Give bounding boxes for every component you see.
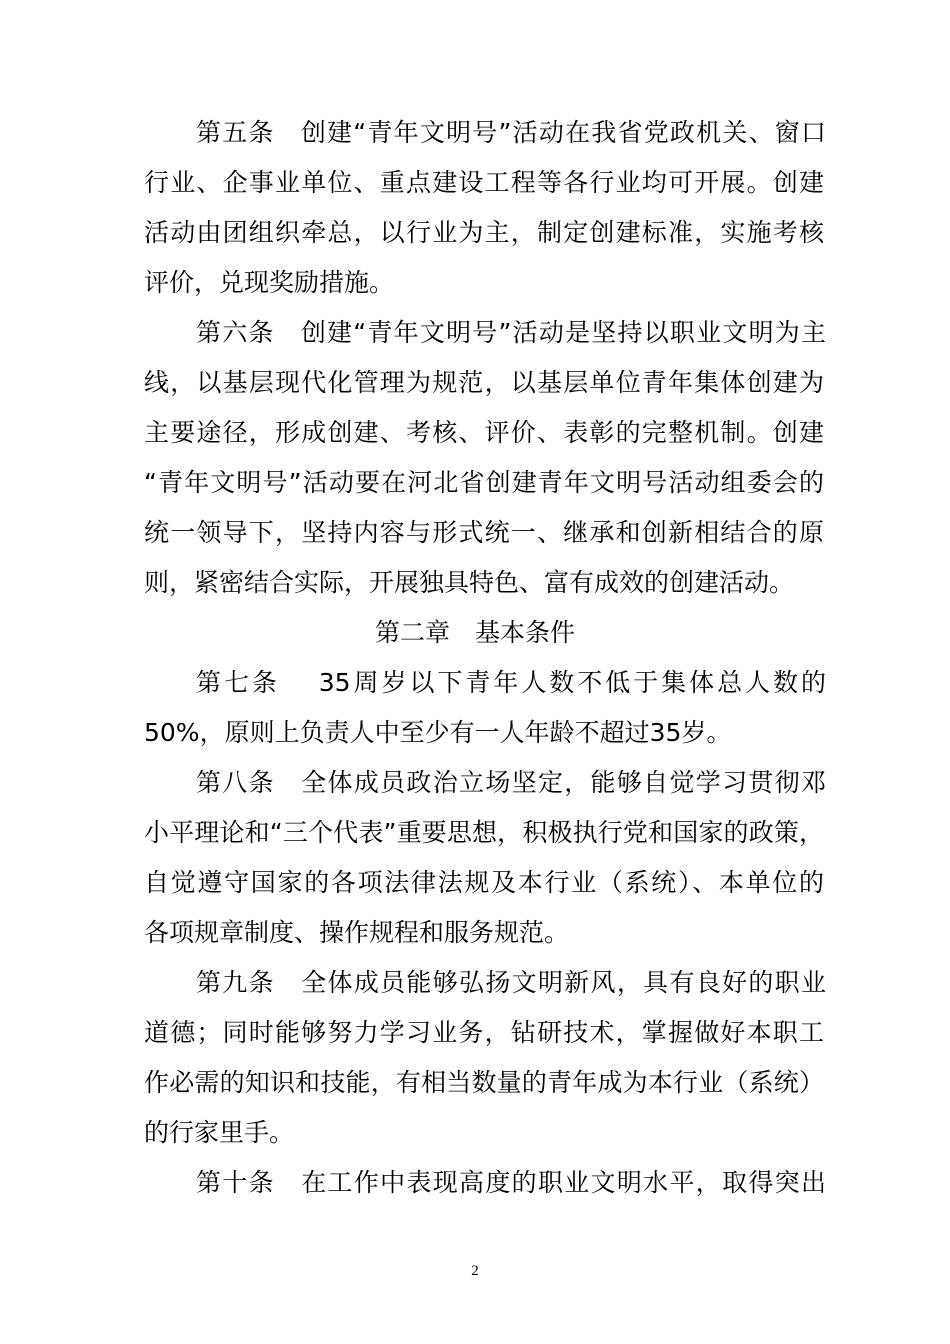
- paragraph-article-10-line-1: 第十条 在工作中表现高度的职业文明水平，取得突出: [196, 1168, 826, 1197]
- page-number: 2: [471, 1263, 479, 1279]
- paragraph-article-8-line-1: 第八条 全体成员政治立场坚定，能够自觉学习贯彻邓: [196, 768, 826, 797]
- paragraph-article-6-line-1: 第六条 创建“青年文明号”活动是坚持以职业文明为主: [196, 318, 826, 347]
- paragraph-article-9-line-4: 的行家里手。: [144, 1118, 295, 1147]
- paragraph-article-6-line-4: “青年文明号”活动要在河北省创建青年文明号活动组委会的: [144, 468, 824, 497]
- paragraph-article-7-line-1: 第七条 35周岁以下青年人数不低于集体总人数的: [196, 668, 826, 697]
- paragraph-article-5-line-2: 行业、企事业单位、重点建设工程等各行业均可开展。创建: [144, 168, 824, 197]
- paragraph-article-9-line-1: 第九条 全体成员能够弘扬文明新风，具有良好的职业: [196, 968, 826, 997]
- paragraph-article-9-line-3: 作必需的知识和技能，有相当数量的青年成为本行业（系统）: [144, 1068, 824, 1097]
- paragraph-article-5-line-1: 第五条 创建“青年文明号”活动在我省党政机关、窗口: [196, 118, 826, 147]
- paragraph-article-6-line-3: 主要途径，形成创建、考核、评价、表彰的完整机制。创建: [144, 418, 824, 447]
- paragraph-article-9-line-2: 道德；同时能够努力学习业务，钻研技术，掌握做好本职工: [144, 1018, 824, 1047]
- paragraph-article-8-line-4: 各项规章制度、操作规程和服务规范。: [144, 918, 570, 947]
- paragraph-article-6-line-2: 线，以基层现代化管理为规范，以基层单位青年集体创建为: [144, 368, 824, 397]
- paragraph-article-8-line-2: 小平理论和“三个代表”重要思想，积极执行党和国家的政策，: [144, 818, 824, 847]
- paragraph-article-8-line-3: 自觉遵守国家的各项法律法规及本行业（系统）、本单位的: [144, 868, 824, 897]
- paragraph-article-6-line-5: 统一领导下，坚持内容与形式统一、继承和创新相结合的原: [144, 518, 824, 547]
- paragraph-article-5-line-3: 活动由团组织牵总，以行业为主，制定创建标准，实施考核: [144, 218, 824, 247]
- paragraph-article-5-line-4: 评价，兑现奖励措施。: [144, 268, 395, 297]
- chapter-heading: 第二章 基本条件: [374, 618, 575, 647]
- paragraph-article-7-line-2: 50%，原则上负责人中至少有一人年龄不超过35岁。: [144, 718, 732, 747]
- paragraph-article-6-line-6: 则，紧密结合实际，开展独具特色、富有成效的创建活动。: [144, 568, 795, 597]
